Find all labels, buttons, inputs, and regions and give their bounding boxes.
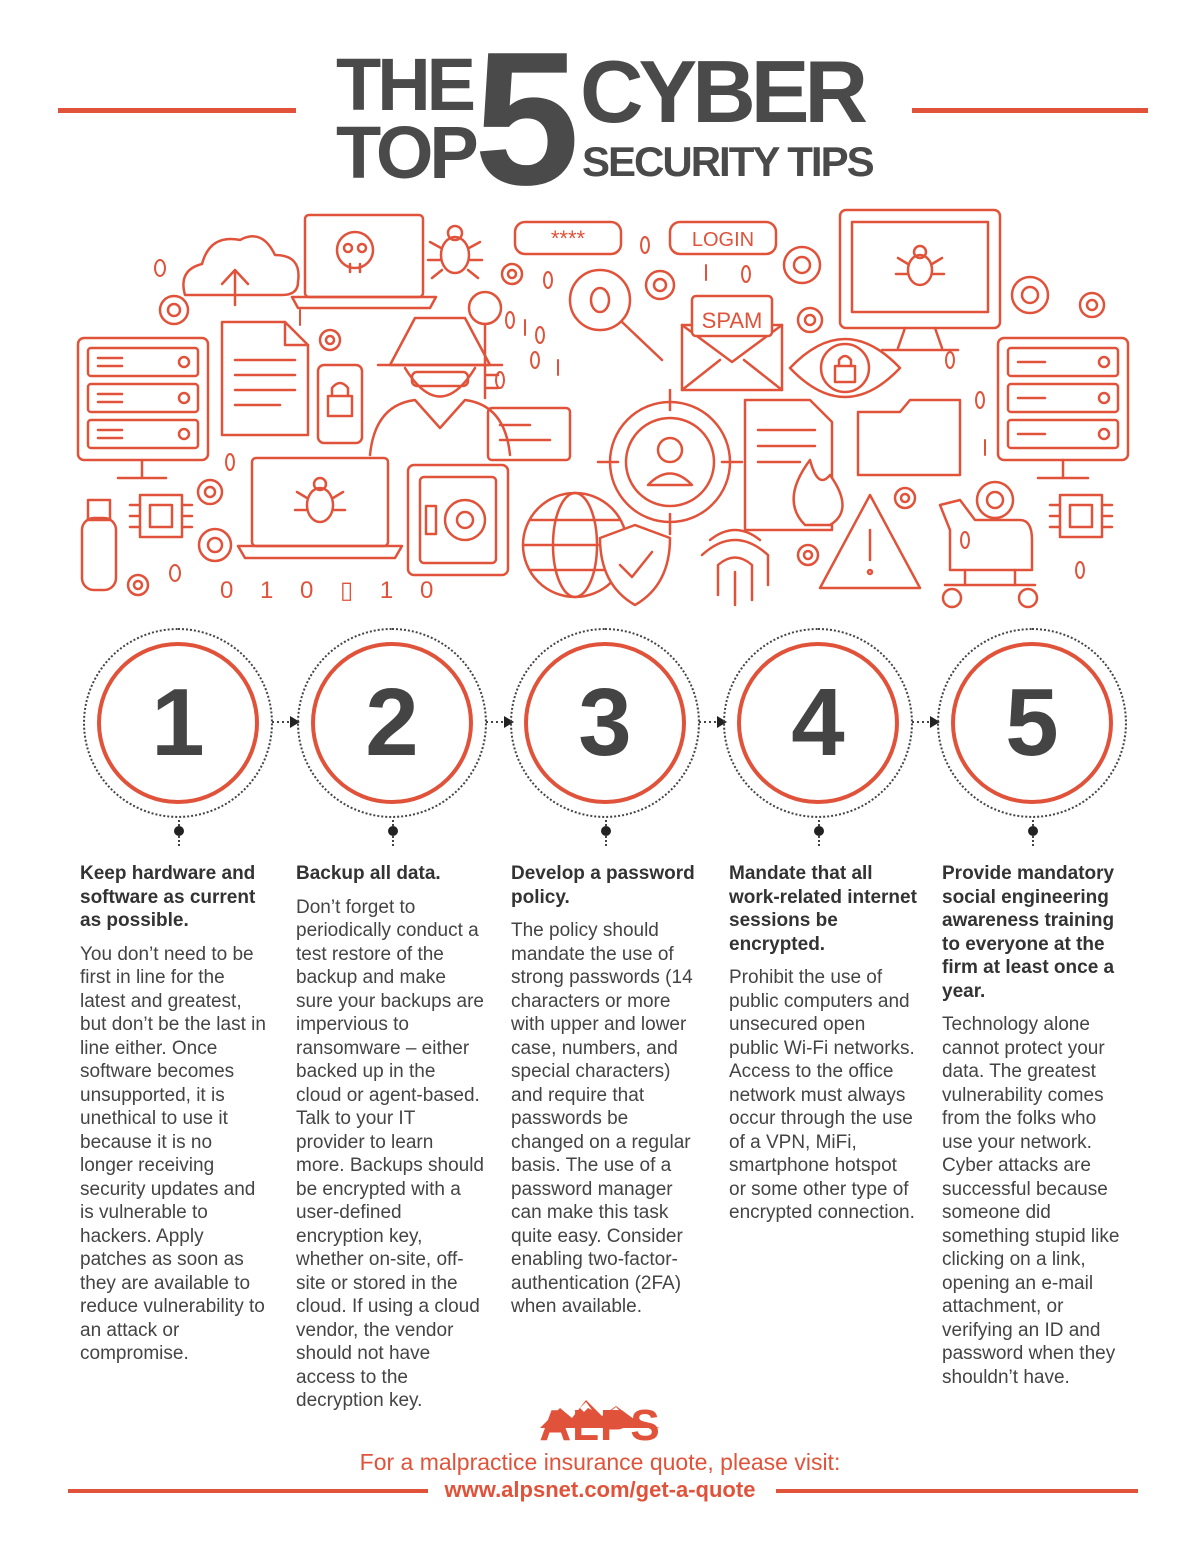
step-dot <box>814 826 824 836</box>
tip-heading: Mandate that all work-related internet sessions be encrypted. <box>729 863 917 955</box>
page-title <box>336 13 896 225</box>
eye-lock-icon <box>790 339 900 397</box>
binary-digits-icon <box>155 237 1084 581</box>
footer-url-link[interactable]: www.alpsnet.com/get-a-quote <box>444 1477 756 1502</box>
fingerprint-icon <box>702 530 768 605</box>
tip-body: Don’t forget to periodically conduct a test restore of the backup and make sure your backups are impervious to ransomware – either backed up in the cloud or agent-based. Talk to your IT provider to learn more. Backups should be encrypted with a user-defined encryption key, whether on-site, off-site or stored in the cloud. If using a cloud vendor, the vendor should not have access to the decryption key. <box>296 896 484 1411</box>
credit-card-icon <box>488 408 570 460</box>
tip-column <box>729 862 919 1225</box>
tip-heading: Provide mandatory social engineering awareness training to everyone at the firm at least once a year. <box>942 863 1115 1002</box>
globe-shield-icon <box>523 493 670 605</box>
usb-drive-icon <box>82 500 116 590</box>
tip-heading: Develop a password policy. <box>511 863 695 908</box>
gear-icon <box>895 488 915 508</box>
cloud-upload-icon <box>183 236 298 305</box>
title-cyber: CYBER <box>580 42 864 141</box>
cpu-chip-icon <box>1050 495 1112 537</box>
title-five: 5 <box>474 13 574 225</box>
tip-body: You don’t need to be first in line for the latest and greatest, but don’t be the last in line either. Once software becomes unsupported, it is unethical to use it because it is no longer receiving security updates and is vulnerable to hackers. Apply patches as soon as they are available to reduce vulnerability to an attack or compromise. <box>80 943 266 1364</box>
step-number: 1 <box>151 669 205 776</box>
login-label: LOGIN <box>691 229 755 251</box>
spam-label: SPAM <box>701 308 763 333</box>
cyber-security-illustration <box>70 200 1140 620</box>
gear-icon <box>320 330 340 350</box>
gear-icon <box>1080 293 1104 317</box>
smartphone-lock-icon <box>318 365 362 443</box>
step-number: 3 <box>578 669 632 776</box>
title-the: THE <box>336 43 472 126</box>
safe-icon <box>408 465 508 575</box>
target-user-icon <box>598 390 742 534</box>
server-rack-icon <box>78 338 208 478</box>
step-dot <box>1028 826 1038 836</box>
folder-icon <box>858 400 960 475</box>
step-dot <box>174 826 184 836</box>
laptop-bug-icon <box>238 458 402 558</box>
step-number: 4 <box>791 669 845 776</box>
cpu-chip-icon <box>130 495 192 537</box>
title-security-tips: SECURITY TIPS <box>582 138 873 185</box>
gear-icon <box>198 480 222 504</box>
gear-icon <box>784 247 820 283</box>
password-mask-label: **** <box>550 226 586 251</box>
tip-heading: Backup all data. <box>296 863 441 884</box>
step-number: 5 <box>1005 669 1059 776</box>
tip-column <box>511 862 701 1319</box>
footer-rule-right <box>776 1489 1138 1493</box>
header-rule-left <box>58 108 296 113</box>
magnifier-bug-icon <box>570 270 662 360</box>
gear-icon <box>977 482 1013 518</box>
header-rule-right <box>912 108 1148 113</box>
step-dot <box>388 826 398 836</box>
title-top: TOP <box>336 111 475 194</box>
gear-icon <box>798 545 818 565</box>
gear-icon <box>798 308 822 332</box>
binary-row-label: 0 1 0 ▯ 1 0 <box>220 577 444 604</box>
tip-column <box>296 862 486 1413</box>
step-number: 2 <box>365 669 419 776</box>
tip-body: The policy should mandate the use of strong passwords (14 characters or more with upper and lower case, numbers, and special characters) and require that passwords be changed on a regular basis. The use of a password manager can make this task quite easy. Consider enabling two-factor-authentication (2FA) when available. <box>511 920 693 1317</box>
alps-logo-text: ALPS <box>539 1401 661 1450</box>
gear-icon <box>160 296 188 324</box>
file-fire-icon <box>745 400 843 530</box>
document-icon <box>222 322 308 435</box>
tip-column <box>942 862 1132 1389</box>
monitor-bug-icon <box>840 210 1000 350</box>
step-dot <box>601 826 611 836</box>
tip-column <box>80 862 270 1366</box>
laptop-skull-icon <box>292 215 436 308</box>
gear-icon <box>502 264 522 284</box>
gear-icon <box>199 529 231 561</box>
bug-icon <box>428 226 482 278</box>
tip-heading: Keep hardware and software as current as possible. <box>80 863 256 931</box>
tip-body: Technology alone cannot protect your data. The greatest vulnerability comes from the folks who use your network. Cyber attacks are successful because someone did something stupid like clicking on a link, opening an e-mail attachment, or verifying an ID and password when they shouldn’t have. <box>942 1014 1120 1388</box>
server-rack-icon <box>998 338 1128 478</box>
footer-cta: For a malpractice insurance quote, please visit: <box>359 1449 841 1475</box>
gear-icon <box>128 575 148 595</box>
gear-icon <box>646 271 674 299</box>
tip-body: Prohibit the use of public computers and unsecured open public Wi-Fi networks. Access to the office network must always occur through the use of a VPN, MiFi, smartphone hotspot or some other type of encrypted connection. <box>729 967 915 1223</box>
gear-icon <box>1012 277 1048 313</box>
